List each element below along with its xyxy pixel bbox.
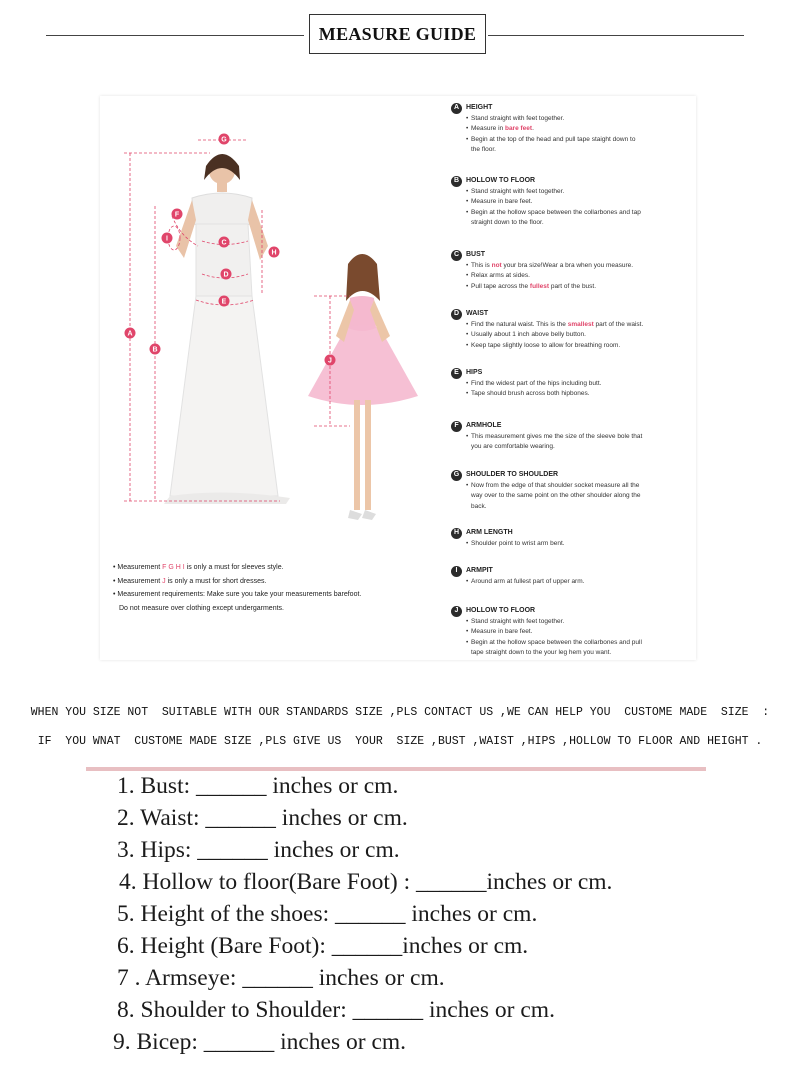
step-bullet: • Stand straight with feet together. (466, 187, 691, 197)
label-i (162, 233, 173, 244)
note-line-2: • Measurement J is only a must for short dresses. (113, 577, 267, 585)
step-bullet: • Tape should brush across both hipbones. (466, 389, 691, 399)
step-bullet: you are comfortable wearing. (471, 443, 555, 451)
measure-figure-panel (100, 96, 696, 660)
measurement-armseye: 7 . Armseye: ______ inches or cm. (117, 965, 445, 991)
label-f (172, 209, 183, 220)
step-bullet: • Stand straight with feet together. (466, 617, 691, 627)
page-title-box (309, 14, 486, 54)
step-hips (451, 367, 691, 400)
step-bullet: • Find the natural waist. This is the smallest part of the waist. (466, 320, 691, 330)
step-bullet: • Begin at the hollow space between the collarbones and pull (466, 638, 691, 648)
step-bullets (451, 481, 691, 512)
step-bullet: • Measure in bare feet. (466, 627, 691, 637)
step-bullets (451, 577, 691, 587)
header-rule-right (488, 35, 744, 36)
step-title: HOLLOW TO FLOOR (466, 176, 536, 184)
step-header (451, 420, 691, 432)
step-title: SHOULDER TO SHOULDER (466, 470, 559, 478)
measurement-shoulder: 8. Shoulder to Shoulder: ______ inches or cm. (117, 997, 555, 1023)
banner-line-2: IF YOU WNAT CUSTOME MADE SIZE ,PLS GIVE US YOUR SIZE ,BUST ,WAIST ,HIPS ,HOLLOW TO FLOOR AND HEIGHT . (37, 735, 763, 748)
step-bullet: • Measure in bare feet. (466, 124, 691, 134)
label-c (219, 237, 230, 248)
step-header (451, 102, 691, 114)
step-bullet: straight down to the floor. (471, 219, 544, 227)
step-bullet: back. (471, 502, 487, 510)
step-bullet: • Find the widest part of the hips including butt. (466, 379, 691, 389)
label-j (325, 355, 336, 366)
step-hollow-to-floor (451, 175, 691, 229)
measurement-hips: 3. Hips: ______ inches or cm. (117, 837, 400, 863)
step-bullets (451, 617, 691, 659)
svg-text:J: J (328, 357, 332, 365)
step-height (451, 102, 691, 156)
header-rule-left (46, 35, 304, 36)
step-bullet: • Around arm at fullest part of upper arm. (466, 577, 691, 587)
step-header (451, 175, 691, 187)
note-line-1: • Measurement F G H I is only a must for sleeves style. (113, 564, 284, 571)
svg-text:D: D (223, 271, 229, 279)
step-badge: F (451, 421, 462, 432)
step-bullet: tape straight down to the your leg hem you want. (471, 649, 612, 657)
measurement-shoe-height: 5. Height of the shoes: ______ inches or cm. (117, 901, 538, 927)
step-header (451, 605, 691, 617)
step-badge: G (451, 470, 462, 481)
note-line-3: • Measurement requirements: Make sure you take your measurements barefoot. (113, 591, 362, 598)
step-header (451, 308, 691, 320)
step-bullet: • This is not your bra size!Wear a bra when you measure. (466, 261, 691, 271)
step-bullet: the floor. (471, 146, 496, 154)
step-bust (451, 249, 691, 292)
step-badge: E (451, 368, 462, 379)
step-armhole (451, 420, 691, 453)
step-bullet: • Measure in bare feet. (466, 197, 691, 207)
step-bullets (451, 187, 691, 229)
step-header (451, 469, 691, 481)
step-bullet: way over to the same point on the other shoulder along the (471, 492, 641, 500)
step-bullets (451, 261, 691, 292)
step-badge: B (451, 176, 462, 187)
step-title: ARMPIT (466, 566, 493, 574)
measurement-height: 6. Height (Bare Foot): ______inches or cm. (117, 933, 529, 959)
step-bullets (451, 379, 691, 400)
step-bullet: • Usually about 1 inch above belly button. (466, 330, 691, 340)
step-header (451, 367, 691, 379)
label-a (125, 328, 136, 339)
step-badge: J (451, 606, 462, 617)
step-bullet: • Stand straight with feet together. (466, 114, 691, 124)
step-header (451, 565, 691, 577)
label-h (269, 247, 280, 258)
step-armpit (451, 565, 691, 587)
measurement-bust: 1. Bust: ______ inches or cm. (117, 773, 399, 799)
label-d (221, 269, 232, 280)
step-waist (451, 308, 691, 351)
step-bullets (451, 539, 691, 549)
step-title: HOLLOW TO FLOOR (466, 606, 536, 614)
step-badge: I (451, 566, 462, 577)
step-bullet: • Relax arms at sides. (466, 271, 691, 281)
measurement-hollow-to-floor: 4. Hollow to floor(Bare Foot) : ______inches or cm. (119, 869, 613, 895)
svg-text:E: E (221, 298, 227, 306)
step-title: HIPS (466, 368, 483, 376)
note-line-4: Do not measure over clothing except undergarments. (119, 604, 284, 612)
measurement-waist: 2. Waist: ______ inches or cm. (117, 805, 408, 831)
step-header (451, 527, 691, 539)
step-bullet: • Begin at the hollow space between the collarbones and tap (466, 208, 691, 218)
label-b (150, 344, 161, 355)
svg-text:I: I (166, 235, 168, 243)
step-title: ARMHOLE (466, 421, 502, 429)
step-title: BUST (466, 250, 486, 258)
step-title: WAIST (466, 309, 489, 317)
measurement-bicep: 9. Bicep: ______ inches or cm. (113, 1029, 407, 1055)
label-g (219, 134, 230, 145)
step-arm-length (451, 527, 691, 549)
label-e (219, 296, 230, 307)
step-title: ARM LENGTH (466, 528, 513, 536)
svg-text:B: B (152, 346, 158, 354)
step-hollow-to-floor (451, 605, 691, 659)
step-header (451, 249, 691, 261)
step-badge: C (451, 250, 462, 261)
step-title: HEIGHT (466, 103, 493, 111)
step-bullet: • Pull tape across the fullest part of the bust. (466, 282, 691, 292)
svg-text:F: F (174, 211, 180, 219)
step-bullet: • Shoulder point to wrist arm bent. (466, 539, 691, 549)
svg-text:A: A (127, 330, 133, 338)
page-title: MEASURE GUIDE (318, 23, 477, 44)
step-bullets (451, 114, 691, 156)
step-bullet: • Begin at the top of the head and pull tape staight down to (466, 135, 691, 145)
svg-text:H: H (271, 249, 277, 257)
step-bullet: • Now from the edge of that shoulder socket measure all the (466, 481, 691, 491)
step-badge: H (451, 528, 462, 539)
step-bullet: • Keep tape slightly loose to allow for breathing room. (466, 341, 691, 351)
step-badge: D (451, 309, 462, 320)
svg-text:G: G (221, 136, 227, 144)
banner-line-1: WHEN YOU SIZE NOT SUITABLE WITH OUR STANDARDS SIZE ,PLS CONTACT US ,WE CAN HELP YOU CUSTOME MADE SIZE : (30, 706, 770, 719)
measure-notes (113, 561, 433, 615)
step-badge: A (451, 103, 462, 114)
step-bullets (451, 320, 691, 351)
step-shoulder-to-shoulder (451, 469, 691, 512)
step-bullets (451, 432, 691, 453)
svg-text:C: C (221, 239, 227, 247)
short-dress-figure (308, 254, 418, 520)
step-bullet: • This measurement gives me the size of the sleeve bole that (466, 432, 691, 442)
divider-bar (86, 767, 706, 771)
bride-figure (164, 154, 290, 504)
